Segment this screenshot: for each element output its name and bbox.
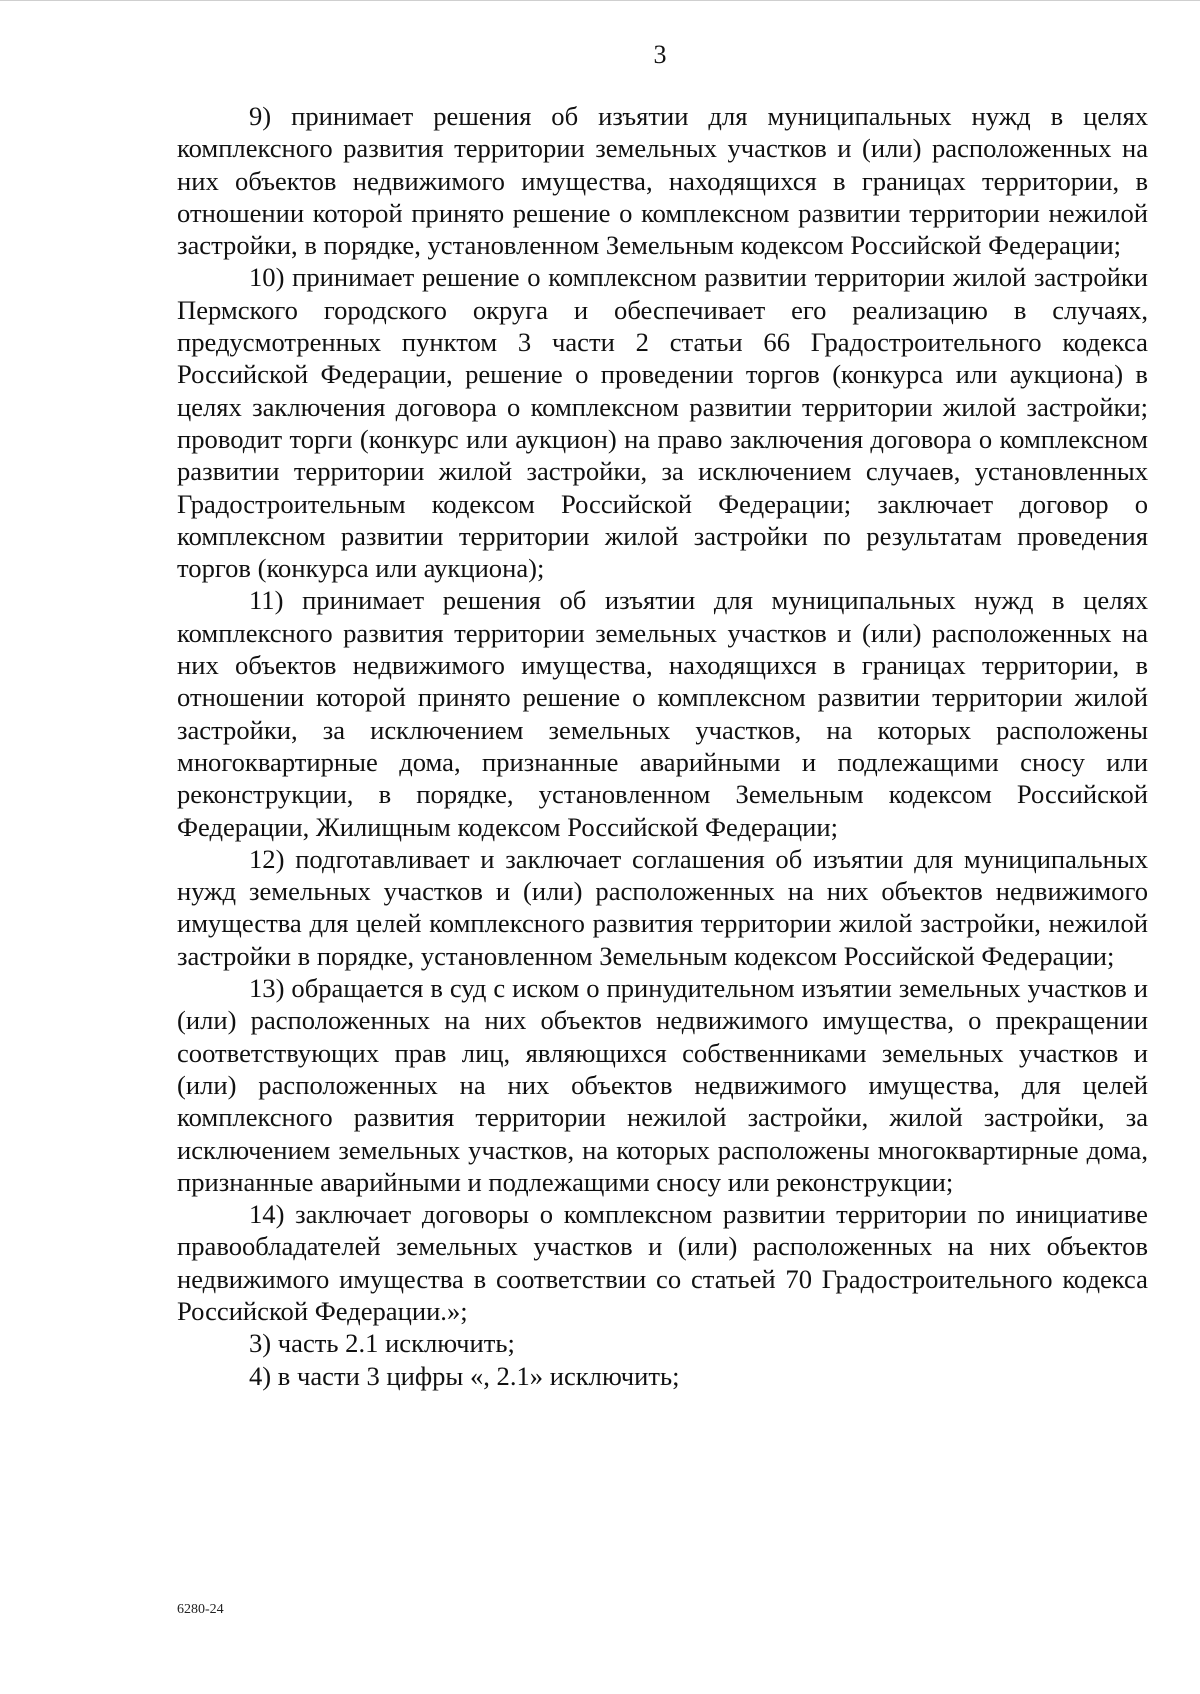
paragraph-item-13: 13) обращается в суд с иском о принудительном изъятии земельных участков и (или) расположенных на них объектов недвижимого имущества, о прекращении соответствующих прав лиц, являющихся собственниками земельных участков и (или) расположенных на них объектов недвижимого имущества, для целей комплексного развития территории нежилой застройки, жилой застройки, за исключением земельных участков, на которых расположены многоквартирные дома, признанные аварийными и подлежащими сносу или реконструкции; — [177, 973, 1148, 1197]
paragraph-point-3: 3) часть 2.1 исключить; — [249, 1328, 515, 1359]
paragraph-item-14: 14) заключает договоры о комплексном развитии территории по инициативе правообладателей земельных участков и (или) расположенных на них объектов недвижимого имущества в соответствии со статьей 70 Градостроительного кодекса Российской Федерации.»; — [177, 1199, 1148, 1326]
paragraph-point-4: 4) в части 3 цифры «, 2.1» исключить; — [249, 1360, 680, 1391]
document-body — [177, 100, 1148, 1392]
paragraph-item-10: 10) принимает решение о комплексном развитии территории жилой застройки Пермского городского округа и обеспечивает его реализацию в случаях, предусмотренных пунктом 3 части 2 статьи 66 Градостроительного кодекса Российской Федерации, решение о проведении торгов (конкурса или аукциона) в целях заключения договора о комплексном развитии территории жилой застройки; проводит торги (конкурс или аукцион) на право заключения договора о комплексном развитии территории жилой застройки, за исключением случаев, установленных Градостроительным кодексом Российской Федерации; заключает договор о комплексном развитии территории жилой застройки по результатам проведения торгов (конкурса или аукциона); — [177, 262, 1148, 584]
top-border-line — [0, 0, 1200, 1]
paragraph-item-11: 11) принимает решения об изъятии для муниципальных нужд в целях комплексного развития территории земельных участков и (или) расположенных на них объектов недвижимого имущества, находящихся в границах территории, в отношении которой принято решение о комплексном развитии территории жилой застройки, за исключением земельных участков, на которых расположены многоквартирные дома, признанные аварийными и подлежащими сносу или реконструкции, в порядке, установленном Земельным кодексом Российской Федерации, Жилищным кодексом Российской Федерации; — [177, 585, 1148, 842]
paragraph-item-12: 12) подготавливает и заключает соглашения об изъятии для муниципальных нужд земельных участков и (или) расположенных на них объектов недвижимого имущества для целей комплексного развития территории жилой застройки, нежилой застройки в порядке, установленном Земельным кодексом Российской Федерации; — [177, 843, 1148, 971]
page-number: 3 — [653, 40, 667, 69]
document-code: 6280-24 — [177, 1602, 224, 1617]
paragraph-item-9: 9) принимает решения об изъятии для муниципальных нужд в целях комплексного развития территории земельных участков и (или) расположенных на них объектов недвижимого имущества, находящихся в границах территории, в отношении которой принято решение о комплексном развитии территории нежилой застройки, в порядке, установленном Земельным кодексом Российской Федерации; — [177, 101, 1148, 261]
